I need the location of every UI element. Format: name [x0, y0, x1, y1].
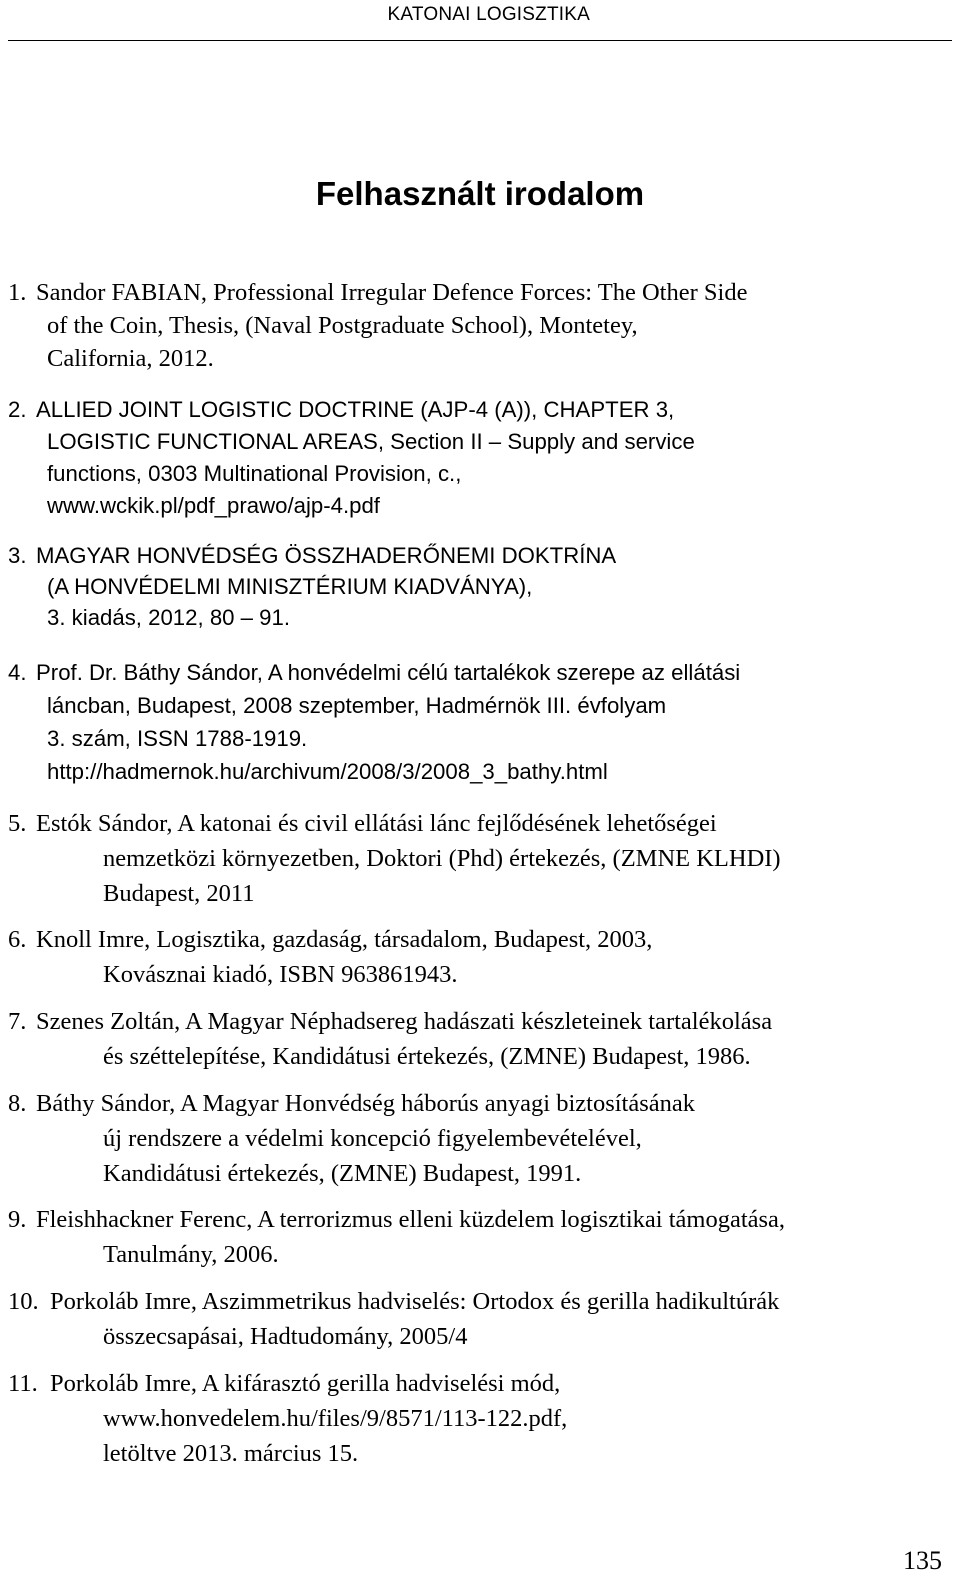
reference-number: 2.	[8, 397, 27, 422]
reference-item	[8, 1086, 695, 1191]
reference-line: 3. szám, ISSN 1788-1919.	[47, 726, 308, 751]
reference-line: Sandor FABIAN, Professional Irregular Defence Forces: The Other Side	[36, 279, 748, 306]
reference-line: Fleishhackner Ferenc, A terrorizmus elleni küzdelem logisztikai támogatása,	[36, 1206, 786, 1233]
reference-line: Kovásznai kiadó, ISBN 963861943.	[103, 961, 458, 988]
reference-line: letöltve 2013. március 15.	[103, 1440, 359, 1467]
header-rule	[8, 40, 952, 41]
page-title: Felhasznált irodalom	[315, 175, 645, 212]
reference-line: Kandidátusi értekezés, (ZMNE) Budapest, 1991.	[103, 1160, 582, 1187]
reference-line: MAGYAR HONVÉDSÉG ÖSSZHADERŐNEMI DOKTRÍNA	[36, 543, 617, 568]
reference-number: 3.	[8, 543, 27, 568]
running-header	[0, 0, 960, 40]
reference-number: 8.	[8, 1090, 27, 1117]
reference-item	[8, 394, 695, 522]
reference-number: 9.	[8, 1206, 27, 1233]
running-title: KATONAI LOGISZTIKA	[387, 4, 590, 25]
reference-item	[8, 1004, 772, 1074]
reference-line: http://hadmernok.hu/archivum/2008/3/2008_3_bathy.html	[47, 759, 608, 784]
reference-line: Knoll Imre, Logisztika, gazdaság, társadalom, Budapest, 2003,	[36, 926, 653, 953]
reference-line: www.honvedelem.hu/files/9/8571/113-122.pdf,	[103, 1405, 568, 1432]
reference-line: of the Coin, Thesis, (Naval Postgraduate School), Montetey,	[47, 312, 638, 339]
reference-line: www.wckik.pl/pdf_prawo/ajp-4.pdf	[47, 493, 380, 518]
reference-line: (A HONVÉDELMI MINISZTÉRIUM KIADVÁNYA),	[47, 574, 533, 599]
reference-line: Porkoláb Imre, Aszimmetrikus hadviselés: Ortodox és gerilla hadikultúrák	[50, 1288, 780, 1315]
reference-line: Budapest, 2011	[103, 880, 255, 907]
reference-number: 1.	[8, 279, 27, 306]
reference-line: functions, 0303 Multinational Provision, c.,	[47, 461, 462, 486]
reference-line: 3. kiadás, 2012, 80 – 91.	[47, 605, 291, 630]
reference-line: Prof. Dr. Báthy Sándor, A honvédelmi célú tartalékok szerepe az ellátási	[36, 660, 741, 685]
reference-number: 6.	[8, 926, 27, 953]
reference-item	[8, 922, 652, 992]
reference-line: új rendszere a védelmi koncepció figyelembevételével,	[103, 1125, 642, 1152]
reference-line: összecsapásai, Hadtudomány, 2005/4	[103, 1323, 468, 1350]
reference-line: Estók Sándor, A katonai és civil ellátási lánc fejlődésének lehetőségei	[36, 810, 717, 837]
page-number: 135	[903, 1546, 942, 1575]
reference-line: ALLIED JOINT LOGISTIC DOCTRINE (AJP-4 (A)), CHAPTER 3,	[36, 397, 675, 422]
reference-line: Tanulmány, 2006.	[103, 1241, 279, 1268]
reference-item	[8, 656, 740, 788]
reference-item	[8, 276, 747, 375]
reference-item	[8, 806, 781, 911]
reference-item	[8, 540, 616, 633]
reference-item	[8, 1366, 567, 1471]
reference-number: 7.	[8, 1008, 27, 1035]
reference-line: nemzetközi környezetben, Doktori (Phd) értekezés, (ZMNE KLHDI)	[103, 845, 781, 872]
reference-item	[8, 1202, 785, 1272]
reference-number: 5.	[8, 810, 27, 837]
reference-line: LOGISTIC FUNCTIONAL AREAS, Section II – Supply and service	[47, 429, 695, 454]
reference-line: Porkoláb Imre, A kifárasztó gerilla hadviselési mód,	[50, 1370, 561, 1397]
reference-number: 4.	[8, 660, 27, 685]
reference-item	[8, 1284, 779, 1354]
reference-line: és széttelepítése, Kandidátusi értekezés, (ZMNE) Budapest, 1986.	[103, 1043, 751, 1070]
reference-line: láncban, Budapest, 2008 szeptember, Hadmérnök III. évfolyam	[47, 693, 667, 718]
reference-line: California, 2012.	[47, 345, 214, 372]
reference-line: Szenes Zoltán, A Magyar Néphadsereg hadászati készleteinek tartalékolása	[36, 1008, 773, 1035]
reference-line: Báthy Sándor, A Magyar Honvédség háborús anyagi biztosításának	[36, 1090, 696, 1117]
reference-number: 10.	[8, 1288, 39, 1315]
reference-number: 11.	[8, 1370, 38, 1397]
